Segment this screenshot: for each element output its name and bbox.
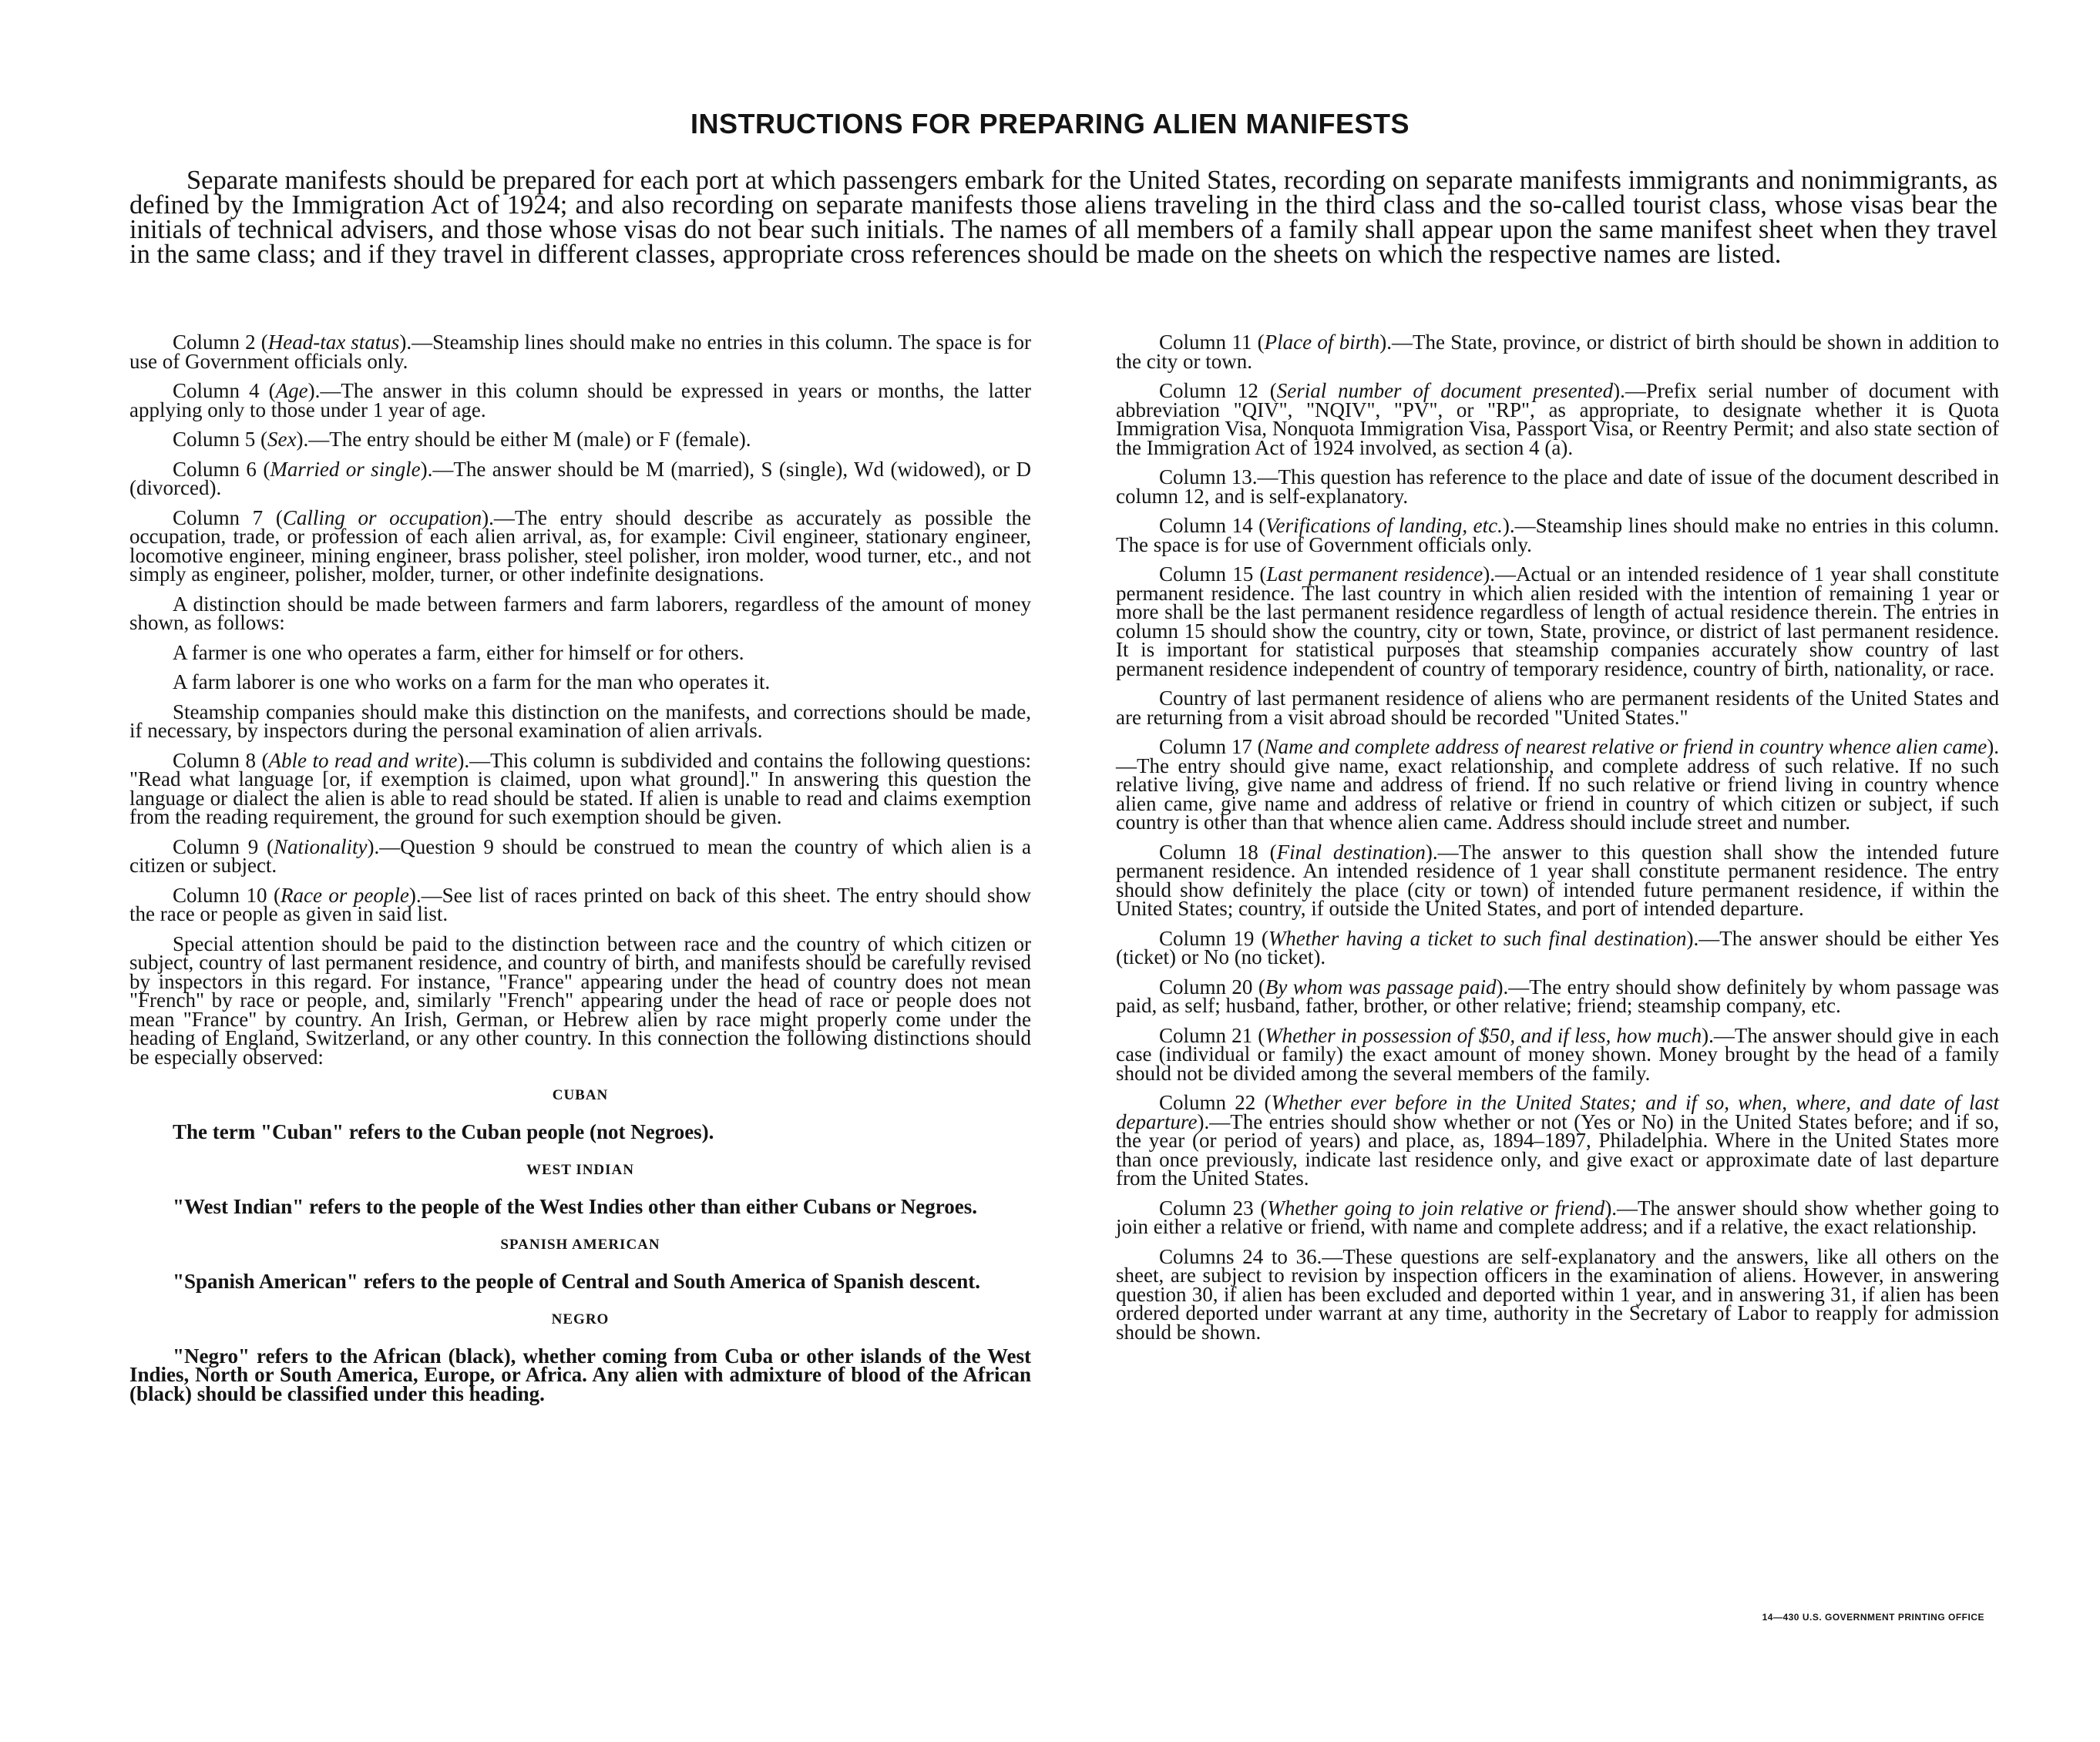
farmers-distinction: A distinction should be made between farmers and farm laborers, regardless of the amount of money shown, as follows: <box>129 592 1031 634</box>
farmer-definition: A farmer is one who operates a farm, either for himself or for others. <box>173 640 744 664</box>
intro-paragraph: Separate manifests should be prepared for each port at which passengers embark for the United States, recording on separate manifests immigrants and nonimmigrants, as defined by the Immigration Act of 1924; and also recording on separate manifests those aliens traveling in the third class and the so-called tourist class, whose visas bear the initials of technical advisers, and those whose visas do not bear such initials. The names of all members of a family shall appear upon the same manifest sheet when they travel in the same class; and if they travel in different classes, appropriate cross references should be made on the sheets on which the respective names are listed. <box>129 166 1998 269</box>
column-8-instruction: Column 8 (Able to read and write).—This column is subdivided and contains the following questions: "Read what language [or, if exemption is claimed, upon what ground]." In answering this question the language or dialect the alien is able to read should be stated. If alien is unable to read and claims exemption from the reading requirement, the ground for such exemption should be given. <box>129 748 1031 828</box>
farm-laborer-definition: A farm laborer is one who works on a farm for the man who operates it. <box>173 670 771 693</box>
column-19-instruction: Column 19 (Whether having a ticket to such final destination).—The answer should be either Yes (ticket) or No (no ticket). <box>1116 926 1999 968</box>
column-17-instruction: Column 17 (Name and complete address of nearest relative or friend in country whence alien came).—The entry should give name, exact relationship, and complete address of such relative. If no such relative living, give name and address of friend. If no such relative or friend living in country whence alien came, give name and address of relative or friend in country of which citizen or subject, if such country is other than that whence alien came. Address should include street and number. <box>1116 735 1999 834</box>
left-column <box>129 333 1031 1414</box>
column-2-instruction: Column 2 (Head-tax status).—Steamship lines should make no entries in this column. The space is for use of Government officials only. <box>129 331 1031 373</box>
document-title: INSTRUCTIONS FOR PREPARING ALIEN MANIFESTS <box>690 108 1410 139</box>
printer-mark: 14—430 U.S. GOVERNMENT PRINTING OFFICE <box>1762 1612 1984 1623</box>
column-4-instruction: Column 4 (Age).—The answer in this column should be expressed in years or months, the latter applying only to those under 1 year of age. <box>129 379 1031 421</box>
column-11-instruction: Column 11 (Place of birth).—The State, province, or district of birth should be shown in addition to the city or town. <box>1116 331 1999 373</box>
columns-24-36-instruction: Columns 24 to 36.—These questions are self-explanatory and the answers, like all others on the sheet, are subject to revision by inspection officers in the examination of aliens. However, in answering question 30, if alien has been excluded and deported within 1 year, and in answering 31, if alien has been ordered deported under warrant at any time, authority in the Secretary of Labor to reapply for admission should be shown. <box>1116 1244 1999 1344</box>
column-21-instruction: Column 21 (Whether in possession of $50, and if less, how much).—The answer should give in each case (individual or family) the exact amount of money shown. Money brought by the head of a family should not be divided among the several members of the family. <box>1116 1023 1999 1085</box>
west-indian-definition: "West Indian" refers to the people of the West Indies other than either Cubans or Negroes. <box>173 1194 977 1218</box>
column-5-instruction: Column 5 (Sex).—The entry should be either M (male) or F (female). <box>173 428 751 451</box>
steamship-distinction: Steamship companies should make this distinction on the manifests, and corrections should be made, if necessary, by inspectors during the personal examination of alien arrivals. <box>129 700 1031 742</box>
column-10-instruction: Column 10 (Race or people).—See list of races printed on back of this sheet. The entry should show the race or people as given in said list. <box>129 883 1031 925</box>
column-6-instruction: Column 6 (Married or single).—The answer should be M (married), S (single), Wd (widowed), or D (divorced). <box>129 457 1031 499</box>
spanish-american-heading: SPANISH AMERICAN <box>500 1237 660 1253</box>
column-23-instruction: Column 23 (Whether going to join relative or friend).—The answer should show whether going to join either a relative or friend, with name and complete address; and if a relative, the exact relationship. <box>1116 1196 1999 1238</box>
column-22-instruction: Column 22 (Whether ever before in the United States; and if so, when, where, and date of last departure).—The entries should show whether or not (Yes or No) in the United States before; and if so, the year (or period of years) and place, as, 1894–1897, Philadelphia. Where in the United States more than once previously, indicate last residence only, and give exact or approximate date of last departure from the United States. <box>1116 1091 1999 1190</box>
column-13-instruction: Column 13.—This question has reference to the place and date of issue of the document described in column 12, and is self-explanatory. <box>1116 465 1999 508</box>
west-indian-heading: WEST INDIAN <box>526 1162 634 1178</box>
right-column <box>1116 333 1999 1352</box>
cuban-definition: The term "Cuban" refers to the Cuban people (not Negroes). <box>173 1119 714 1143</box>
column-12-instruction: Column 12 (Serial number of document presented).—Prefix serial number of document with abbreviation "QIV", "NQIV", "PV", or "RP", as appropriate, to designate whether it is Quota Immigration Visa, Nonquota Immigration Visa, Passport Visa, or Reentry Permit; and also state section of the Immigration Act of 1924 involved, as section 4 (a). <box>1116 379 1999 459</box>
spanish-american-definition: "Spanish American" refers to the people of Central and South America of Spanish descent. <box>173 1269 980 1293</box>
special-attention-paragraph: Special attention should be paid to the distinction between race and the country of which citizen or subject, country of last permanent residence, and country of birth, and manifests should be carefully revised by inspectors in this regard. For instance, "France" appearing under the head of country does not mean "French" by race or people, and, similarly "French" appearing under the head of race or people does not mean "France" by country. An Irish, German, or Hebrew alien by race might properly come under the heading of England, Switzerland, or any other country. In this connection the following distinctions should be especially observed: <box>129 931 1031 1069</box>
country-last-residence-paragraph: Country of last permanent residence of aliens who are permanent residents of the United States and are returning from a visit abroad should be recorded "United States." <box>1116 686 1999 729</box>
negro-definition: "Negro" refers to the African (black), whether coming from Cuba or other islands of the West Indies, North or South America, Europe, or Africa. Any alien with admixture of blood of the African (black) should be classified under this heading. <box>129 1344 1031 1405</box>
column-18-instruction: Column 18 (Final destination).—The answer to this question shall show the intended future permanent residence. An intended residence of 1 year shall constitute permanent residence. The entry should show definitely the place (city or town) of intended future permanent residence, if within the United States; country, if outside the United States, and port of intended departure. <box>1116 840 1999 920</box>
cuban-heading: CUBAN <box>552 1087 609 1103</box>
negro-heading: NEGRO <box>551 1311 610 1327</box>
column-15-instruction: Column 15 (Last permanent residence).—Actual or an intended residence of 1 year shall constitute permanent residence. The last country in which alien resided with the intention of remaining 1 year or more shall be the last permanent residence regardless of length of actual residence therein. The entries in column 15 should show the country, city or town, State, province, or district of last permanent residence. It is important for statistical purposes that steamship companies accurately show country of last permanent residence independent of country of temporary residence, country of birth, nationality, or race. <box>1116 562 1999 680</box>
column-7-instruction: Column 7 (Calling or occupation).—The entry should describe as accurately as possible the occupation, trade, or profession of each alien arrival, as, for example: Civil engineer, stationary engineer, locomotive engineer, mining engineer, brass polisher, steel polisher, iron molder, wood turner, etc., and not simply as engineer, polisher, molder, turner, or other indefinite designations. <box>129 505 1031 586</box>
column-14-instruction: Column 14 (Verifications of landing, etc.).—Steamship lines should make no entries in this column. The space is for use of Government officials only. <box>1116 514 1999 556</box>
column-9-instruction: Column 9 (Nationality).—Question 9 should be construed to mean the country of which alien is a citizen or subject. <box>129 834 1031 877</box>
column-20-instruction: Column 20 (By whom was passage paid).—The entry should show definitely by whom passage was paid, as self; husband, father, brother, or other relative; friend; steamship company, etc. <box>1116 975 1999 1017</box>
